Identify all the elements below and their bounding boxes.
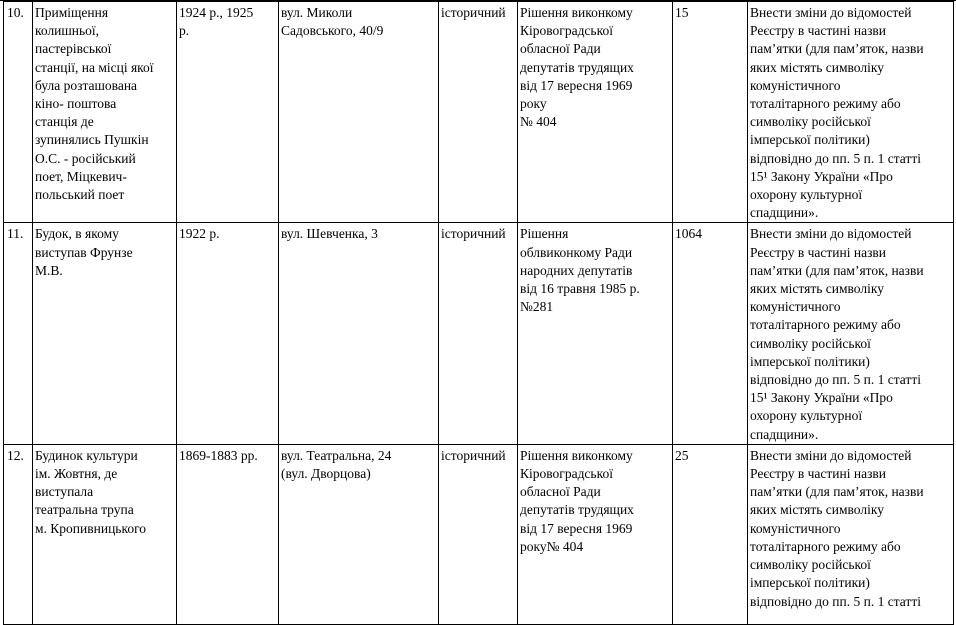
monument-address: вул. Шевченка, 3 [279,223,439,444]
monument-name: Будок, в якому виступав Фрунзе М.В. [33,223,177,444]
table-row [4,223,954,444]
table-row [4,2,954,223]
monument-type: історичний [439,444,518,624]
required-action: Внести зміни до відомостей Реєстру в частині назви пам’ятки (для пам’яток, назви яких містять символіку комуністичного тоталітарного режиму або символіку російської імперської політики) відповідно до пп. 5 п. 1 статті [748,444,954,624]
table-row [4,444,954,624]
protection-number: 15 [673,2,748,223]
monument-date: 1922 р. [177,223,279,444]
monuments-register-table [3,1,954,625]
monument-address: вул. Миколи Садовського, 40/9 [279,2,439,223]
required-action: Внести зміни до відомостей Реєстру в частині назви пам’ятки (для пам’яток, назви яких містять символіку комуністичного тоталітарного режиму або символіку російської імперської політики) відповідно до пп. 5 п. 1 статті 15¹ Закону України «Про охорону культурної спадщини». [748,223,954,444]
monument-date: 1869-1883 рр. [177,444,279,624]
monument-date: 1924 р., 1925 р. [177,2,279,223]
monument-address: вул. Театральна, 24 (вул. Дворцова) [279,444,439,624]
monument-name: Приміщення колишньої, пастерівської станції, на місці якої була розташована кіно- поштова станція де зупинялись Пушкін О.С. - російський поет, Міцкевич- польський поет [33,2,177,223]
decision-reference: Рішення облвиконкому Ради народних депутатів від 16 травня 1985 р. №281 [518,223,673,444]
monument-type: історичний [439,223,518,444]
decision-reference: Рішення виконкому Кіровоградської обласної Ради депутатів трудящих від 17 вересня 1969 року № 404 [518,2,673,223]
row-number: 10. [4,2,33,223]
protection-number: 25 [673,444,748,624]
monument-name: Будинок культури ім. Жовтня, де виступала театральна трупа м. Кропивницького [33,444,177,624]
monument-type: історичний [439,2,518,223]
protection-number: 1064 [673,223,748,444]
row-number: 11. [4,223,33,444]
required-action: Внести зміни до відомостей Реєстру в частині назви пам’ятки (для пам’яток, назви яких містять символіку комуністичного тоталітарного режиму або символіку російської імперської політики) відповідно до пп. 5 п. 1 статті 15¹ Закону України «Про охорону культурної спадщини». [748,2,954,223]
row-number: 12. [4,444,33,624]
decision-reference: Рішення виконкому Кіровоградської обласної Ради депутатів трудящих від 17 вересня 1969 року№ 404 [518,444,673,624]
